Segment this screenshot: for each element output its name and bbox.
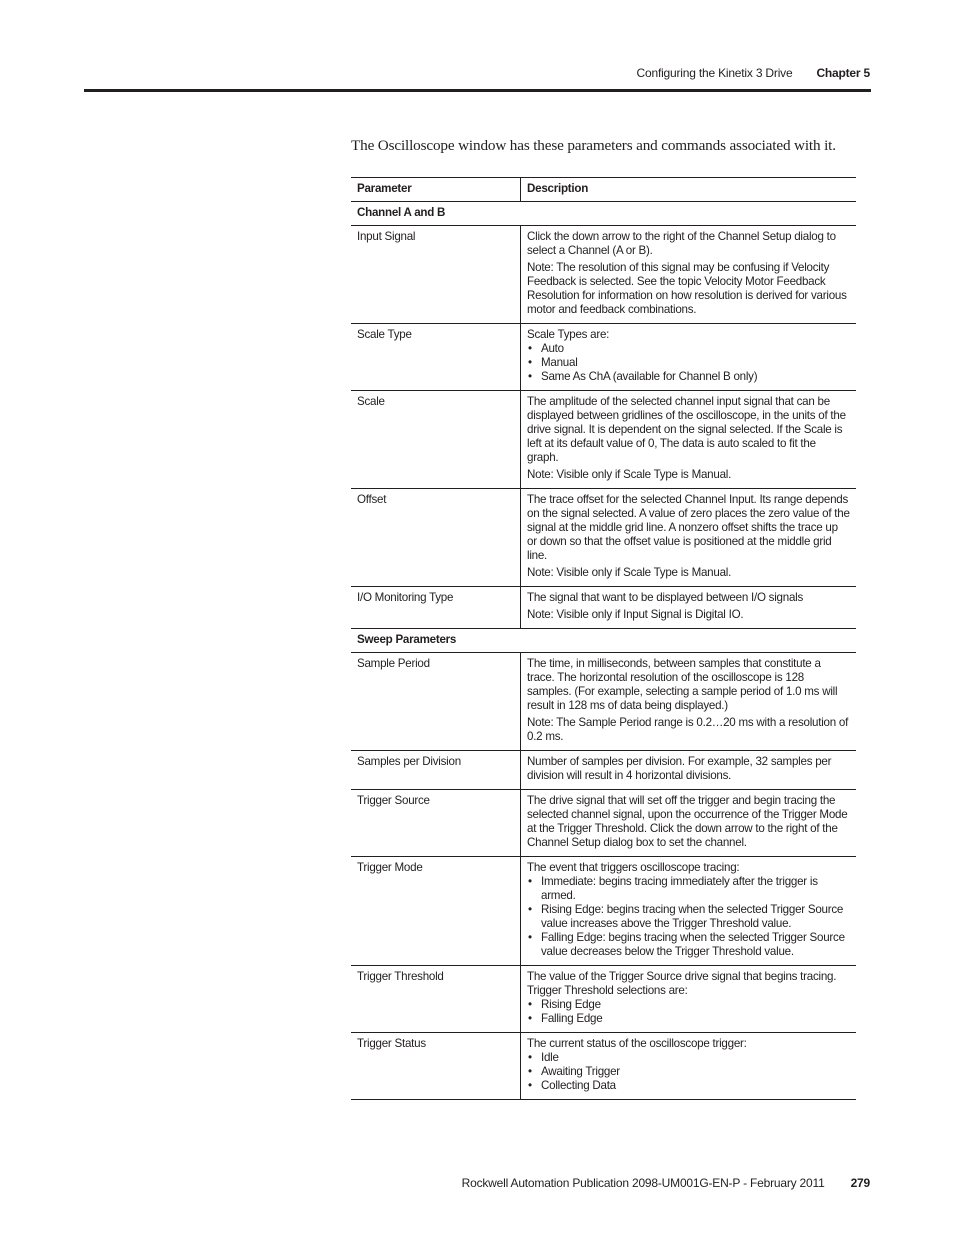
description-paragraph: The trace offset for the selected Channel Input. Its range depends on the signal selected. A value of zero places the zero value of the signal at the middle grid line. A nonzero offset shifts the trace up or down so that the offset value is positioned at the middle grid line. — [527, 493, 850, 562]
table-row — [351, 587, 856, 629]
table-header-row — [351, 178, 856, 202]
table-row — [351, 790, 856, 857]
list-item: • Rising Edge: begins tracing when the selected Trigger Source value increases above the Trigger Threshold value. — [527, 903, 850, 931]
parameter-description — [521, 790, 857, 857]
parameter-name: Trigger Source — [351, 790, 521, 857]
parameter-name: Sample Period — [351, 653, 521, 751]
list-item: • Auto — [527, 342, 850, 356]
list-item: • Immediate: begins tracing immediately after the trigger is armed. — [527, 875, 850, 903]
parameter-name: Trigger Threshold — [351, 966, 521, 1033]
list-item: • Falling Edge: begins tracing when the selected Trigger Source value decreases below the Trigger Threshold value. — [527, 931, 850, 959]
parameter-description — [521, 391, 857, 489]
parameter-description — [521, 226, 857, 324]
description-paragraph: Scale Types are: — [527, 328, 610, 341]
bullet-list — [527, 875, 850, 959]
list-item: • Manual — [527, 356, 850, 370]
page-number: 279 — [850, 1176, 870, 1190]
description-paragraph: Number of samples per division. For example, 32 samples per division will result in 4 horizontal divisions. — [527, 755, 832, 782]
bullet-list — [527, 1051, 850, 1093]
description-note: Note: Visible only if Scale Type is Manual. — [527, 566, 732, 579]
description-paragraph: The time, in milliseconds, between samples that constitute a trace. The horizontal resolution of the oscilloscope is 128 samples. (For example, selecting a sample period of 1.0 ms will result in 128 ms of data being displayed.) — [527, 657, 838, 712]
parameter-description — [521, 857, 857, 966]
bullet-list — [527, 342, 850, 384]
intro-paragraph: The Oscilloscope window has these parameters and commands associated with it. — [351, 137, 836, 154]
list-item: • Idle — [527, 1051, 850, 1065]
list-item: • Rising Edge — [527, 998, 850, 1012]
column-header-description: Description — [521, 178, 857, 202]
table-row — [351, 1033, 856, 1100]
parameters-table — [351, 177, 856, 1100]
description-paragraph: The amplitude of the selected channel input signal that can be displayed between gridlines of the oscilloscope, in the units of the drive signal. It is dependent on the signal selected. If the Scale is left at its default value of 0, The data is auto scaled to fit the graph. — [527, 395, 846, 464]
header-rule — [84, 89, 871, 92]
parameter-description — [521, 489, 857, 587]
list-item: • Same As ChA (available for Channel B only) — [527, 370, 850, 384]
parameter-description — [521, 751, 857, 790]
description-note: Note: Visible only if Input Signal is Digital IO. — [527, 608, 744, 621]
description-paragraph: The value of the Trigger Source drive signal that begins tracing. Trigger Threshold selections are: — [527, 970, 837, 997]
column-header-parameter: Parameter — [351, 178, 521, 202]
parameter-description — [521, 653, 857, 751]
chapter-title: Configuring the Kinetix 3 Drive — [636, 66, 793, 80]
description-paragraph: The signal that want to be displayed between I/O signals — [527, 591, 804, 604]
parameter-description — [521, 966, 857, 1033]
page-header — [0, 66, 870, 80]
description-paragraph: The event that triggers oscilloscope tracing: — [527, 861, 740, 874]
section-title-channel: Channel A and B — [351, 202, 856, 226]
parameter-name: Trigger Status — [351, 1033, 521, 1100]
chapter-label: Chapter 5 — [816, 66, 870, 80]
table-row — [351, 751, 856, 790]
list-item: • Falling Edge — [527, 1012, 850, 1026]
parameter-name: I/O Monitoring Type — [351, 587, 521, 629]
section-title-sweep: Sweep Parameters — [351, 629, 856, 653]
section-row-sweep — [351, 629, 856, 653]
list-item: • Awaiting Trigger — [527, 1065, 850, 1079]
table-row — [351, 857, 856, 966]
description-note: Note: Visible only if Scale Type is Manual. — [527, 468, 732, 481]
table-row — [351, 391, 856, 489]
description-paragraph: The drive signal that will set off the trigger and begin tracing the selected channel signal, upon the occurrence of the Trigger Mode at the Trigger Threshold. Click the down arrow to the right of the Channel Setup dialog box to set the channel. — [527, 794, 848, 849]
parameter-name: Trigger Mode — [351, 857, 521, 966]
description-paragraph: The current status of the oscilloscope trigger: — [527, 1037, 747, 1050]
table-row — [351, 653, 856, 751]
parameter-description — [521, 324, 857, 391]
list-item: • Collecting Data — [527, 1079, 850, 1093]
page-footer — [0, 1176, 870, 1190]
description-paragraph: Click the down arrow to the right of the Channel Setup dialog to select a Channel (A or B). — [527, 230, 836, 257]
parameter-name: Input Signal — [351, 226, 521, 324]
parameter-description — [521, 587, 857, 629]
table-row — [351, 489, 856, 587]
parameter-name: Scale Type — [351, 324, 521, 391]
table-row — [351, 966, 856, 1033]
table-row — [351, 324, 856, 391]
parameter-name: Offset — [351, 489, 521, 587]
parameter-name: Samples per Division — [351, 751, 521, 790]
bullet-list — [527, 998, 850, 1026]
description-note: Note: The resolution of this signal may be confusing if Velocity Feedback is selected. See the topic Velocity Motor Feedback Resolution for information on how resolution is derived for various motor and feedback combinations. — [527, 261, 847, 316]
publication-info: Rockwell Automation Publication 2098-UM001G-EN-P - February 2011 — [461, 1176, 825, 1190]
description-note: Note: The Sample Period range is 0.2…20 ms with a resolution of 0.2 ms. — [527, 716, 849, 743]
table-row — [351, 226, 856, 324]
parameter-name: Scale — [351, 391, 521, 489]
parameter-description — [521, 1033, 857, 1100]
section-row-channel — [351, 202, 856, 226]
